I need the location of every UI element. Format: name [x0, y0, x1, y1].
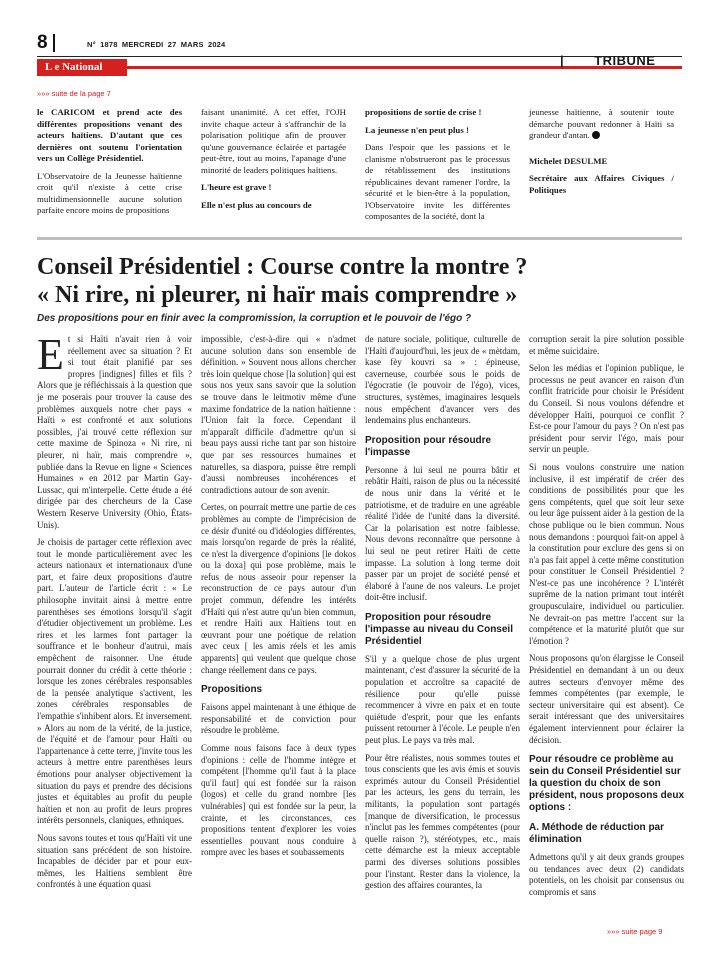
section-heading: Pour résoudre ce problème au sein du Conseil Présidentiel sur la question du choix de son président, nous proposons deux options : [529, 754, 685, 814]
author-name: Michelet DESULME [529, 155, 608, 166]
newspaper-logo: L e National [37, 59, 127, 76]
paragraph: Dans l'espoir que les passions et le clanisme n'obstrueront pas le processus de rétablissement des institutions républicaines devant ramener l'ordre, la sécurité et le bien-être à la population, l'Observatoire invite les différentes composantes de la société, dont la [365, 142, 510, 221]
paragraph: Faisons appel maintenant à une éthique de responsabilité et de conviction pour résoudre le problème. [201, 702, 356, 736]
paragraph: le CARICOM et prend acte des différentes propositions venant des acteurs haïtiens. D'autant que ces dernières ont soutenu l'orientation vers un Collège Présidentiel. [37, 107, 182, 163]
article-subhead: Des propositions pour en finir avec la compromission, la corruption et le pouvoir de l'égo ? [37, 313, 472, 324]
paragraph: L'Observatoire de la Jeunesse haïtienne croit qu'il n'existe à cette crise multidimensionnelle aucune solution parfaite encore moins de propositions [37, 170, 182, 215]
section-heading: Propositions [201, 684, 263, 696]
page-number: 8 [37, 32, 48, 53]
section-label: TRIBUNE [594, 53, 656, 68]
paragraph: S'il y a quelque chose de plus urgent maintenant, c'est d'assurer la sécurité de la population et accroître sa capacité de résilience pour qu'elle puisse recommencer à vivre en paix et en toute quiétude d'esprit, pour que les enfants puissent retourner à l'école. Le peuple n'en peut plus. Le pays va très mal. [365, 653, 520, 746]
continued-to: »»» suite page 9 [607, 927, 663, 936]
article-column-2 [201, 334, 356, 865]
subheading: L'heure est grave ! [201, 182, 272, 192]
article-column-1 [37, 330, 192, 897]
paragraph: faisant unanimité. A cet effet, l'OJH invite chaque acteur à s'affranchir de la polarisation politique afin de prouver qu'une gouvernance éclairée et partagée peut-être, tout au moins, l'apanage d'une minorité de leaders politiques haïtiens. [201, 107, 346, 175]
section-heading: Proposition pour résoudre l'impasse au niveau du Conseil Présidentiel [365, 611, 513, 647]
end-of-article-icon [592, 131, 600, 139]
paragraph: Admettons qu'il y ait deux grands groupes ou tendances avec deux (2) candidats potentiels, on les choisit par consensus ou compromis et sans [529, 852, 684, 897]
continued-from: »»» suite de la page 7 [37, 89, 111, 98]
paragraph: Et si Haïti n'avait rien à voir réellement avec sa situation ? Et si tout était planifié par ses propres [indignes] filles et fils ? Alors que je réfléchissais à la question que je me poserais pour trouver la cause des problèmes auxquels notre cher pays « Haïti » est confronté et aux solutions possibles, j'ai trouvé cette réflexion sur cette maxime de Spinoza « Ni rire, ni pleurer, ni haïr, mais comprendre », publiée dans la Revue en ligne « Sciences Humaines » en 2012 par Martin Gay-Lussac, qui m'interpelle. Cette étude a été dirigée par des chercheurs de la Case Western Reserve University (Ohio, États-Unis). [37, 330, 192, 530]
paragraph: Elle n'est plus au concours de [201, 199, 312, 210]
paragraph: Si nous voulons construire une nation inclusive, il est impératif de créer des conditions de possibilités pour que les gens compétents, quel que soit leur sexe ou leur âge puissent aider à la gestion de la chose publique ou le bien commun. Nous nous demandons : pourquoi fait-on appel à la constitution pour exclure des gens si on n'a pas fait appel à cette même constitution pour constituer le Conseil Présidentiel ? N'est-ce pas une incohérence ? L'intérêt suprême de la nation primant tout intérêt groupusculaire, individuel ou particulier. Ne devrait-on pas mettre l'accent sur la compétence et la maturité plutôt que sur l'émotion ? [529, 461, 684, 646]
article-column-4 [529, 334, 684, 905]
paragraph: Je choisis de partager cette réflexion avec tout le monde particulièrement avec les acteurs nationaux et internationaux d'une part, et faire deux propositions d'autre part. L'auteur de l'article écrit : « Le philosophe invitait ainsi à mettre entre parenthèses ses émotions lorsqu'il s'agit d'étudier objectivement un problème. Les rires et les larmes font partager la souffrance et le bonheur d'autrui, mais empêchent de raisonner. Une étude pourrait donner du crédit à cette théorie : lorsque les zones cérébrales responsables de la pensée analytique s'activent, les zones cérébrales responsables de l'empathie s'inhibent alors. Et inversement. » Alors au nom de la vérité, de la justice, de l'équité et de l'amour pour Haïti ou l'appartenance à cette terre, j'invite tous les acteurs à mettre entre parenthèses leurs émotions pour analyser objectivement la situation du pays et prendre des décisions justes et équitables au profit du peuple haïtien et non au profit de leurs propres intérêts personnels, claniques, ethniques. [37, 537, 192, 826]
paragraph: jeunesse haïtienne, à soutenir toute démarche pouvant redonner à Haïti sa grandeur d'antan. [529, 107, 674, 140]
article-column-3 [365, 334, 520, 898]
article-headline: Conseil Présidentiel : Course contre la montre ? « Ni rire, ni pleurer, ni haïr mais comprendre » [37, 254, 528, 308]
paragraph: propositions de sortie de crise ! [365, 107, 482, 117]
paragraph: Selon les médias et l'opinion publique, le processus ne peut avancer en raison d'un conflit fratricide pour choisir le Président du Conseil. Si nous voulons défendre et développer Haïti, pourquoi ce conflit ? Est-ce pour l'amour du pays ? On n'est pas président pour servir l'égo, mais pour servir un peuple. [529, 363, 684, 455]
paragraph: Nous savons toutes et tous qu'Haïti vit une situation sans précédent de son histoire. Incapables de décider par et pour eux-mêmes, les Haïtiens semblent être confrontés à une équation quasi [37, 832, 192, 890]
drop-cap: E [37, 330, 64, 379]
section-heading: A. Méthode de réduction par élimination [529, 822, 665, 846]
paragraph: Certes, on pourrait mettre une partie de ces problèmes au compte de l'imprécision de ce désir d'unité ou d'idéologies différentes, mais lorsqu'on regarde de près la réalité, ce n'est la divergence d'opinions [le dokos ou la doxa] qui pose problème, mais le refus de nous asseoir pour repenser la reconstruction de ce pays autour d'un projet commun, défendre les intérêts d'Haïti qui n'est autre qu'un bien commun, et rendre Haïti aux Haïtiens tout en œuvrant pour une poétique de relation avec ceux [ les amis réels et les amis apparents] qui veulent que quelque chose change réellement dans ce pays. [201, 502, 356, 675]
continuation-column-1 [37, 107, 182, 223]
paragraph: corruption serait la pire solution possible et même suicidaire. [529, 334, 684, 356]
section-title: | TRIBUNE [560, 53, 656, 68]
continuation-column-4 [529, 107, 674, 202]
paragraph: Pour être réalistes, nous sommes toutes et tous conscients que les avis émis et souvis exprimés autour du Conseil Présidentiel par les acteurs, les gens du terrain, les militants, la population sont partagés [manque de diversification, le processus n'inclut pas les femmes compétentes (pour quelle raison ?), stéréotypes, etc., mais cette démarche est la mieux acceptable parmi des diverses solutions possibles pour l'instant. Rester dans la violence, la gestion des affaires courantes, la [365, 752, 520, 891]
continuation-column-2 [201, 107, 346, 217]
subheading: La jeunesse n'en peut plus ! [365, 124, 469, 135]
article-divider [37, 237, 682, 240]
paragraph: Personne à lui seul ne pourra bâtir et rebâtir Haïti, raison de plus ou la nécessité de nous unir dans la vérité et le patriotisme, et de traduire en une agréable réalité l'idée de l'unité dans la diversité. Car la polarisation est notre faiblesse. Nous devons reconnaître que personne à lui seul ne peut retirer Haïti de cette impasse. La solution à long terme doit passer par un projet de société pensé et élaboré à l'aune de nos valeurs. Le projet doit-être inclusif. [365, 464, 520, 603]
paragraph: Comme nous faisons face à deux types d'opinions : celle de l'homme intègre et compétent [l'homme qu'il faut à la place qu'il faut] qui est fondée sur la raison (logos) et celle du grand nombre [les vulnérables] qui est fondée sur la peur, la crainte, et les circonstances, ces propositions tentent d'explorer les voies essentielles pouvant nous conduire à rompre avec les bases et soubassements [201, 743, 356, 858]
issue-date: N° 1878 MERCREDI 27 MARS 2024 [87, 40, 226, 49]
paragraph: de nature sociale, politique, culturelle de l'Haïti d'aujourd'hui, les jeux de « mètdam, kase fèy kouvri sa » : épineuse, caverneuse, courbée sous le poids de l'égocratie (le pouvoir de l'égo), vices, structures, systèmes, imaginaires lesquels nous empêchent d'avancer vers des lendemains plus enchanteurs. [365, 334, 520, 426]
page-number-divider [53, 34, 55, 52]
author-title: Secrétaire aux Affaires Civiques / Politiques [529, 173, 674, 195]
continuation-column-3 [365, 107, 510, 229]
paragraph: impossible, c'est-à-dire qui « n'admet aucune solution dans son ensemble de définition. » Souvent nous allons chercher très loin quelque chose [la solution] qui est sous nos yeux sans savoir que la solution se trouve dans le leitmotiv même d'une maxime fondatrice de la nation haïtienne : l'Union fait la force. Cependant il m'apparaît difficile d'admettre qu'un si beau pays aussi riche tant par son histoire que par ses ressources humaines et naturelles, sa diaspora, puisse être rempli d'aussi nombreuses incohérences et contradictions autour de son avenir. [201, 334, 356, 495]
paragraph: Nous proposons qu'on élargisse le Conseil Présidentiel en demandant à un ou deux autres secteurs d'envoyer même des femmes compétentes (par exemple, le secteur universitaire qui est absent). Ce serait intéressant que des universitaires également interviennent pour éclairer la décision. [529, 653, 684, 745]
section-heading: Proposition pour résoudre l'impasse [365, 434, 492, 458]
